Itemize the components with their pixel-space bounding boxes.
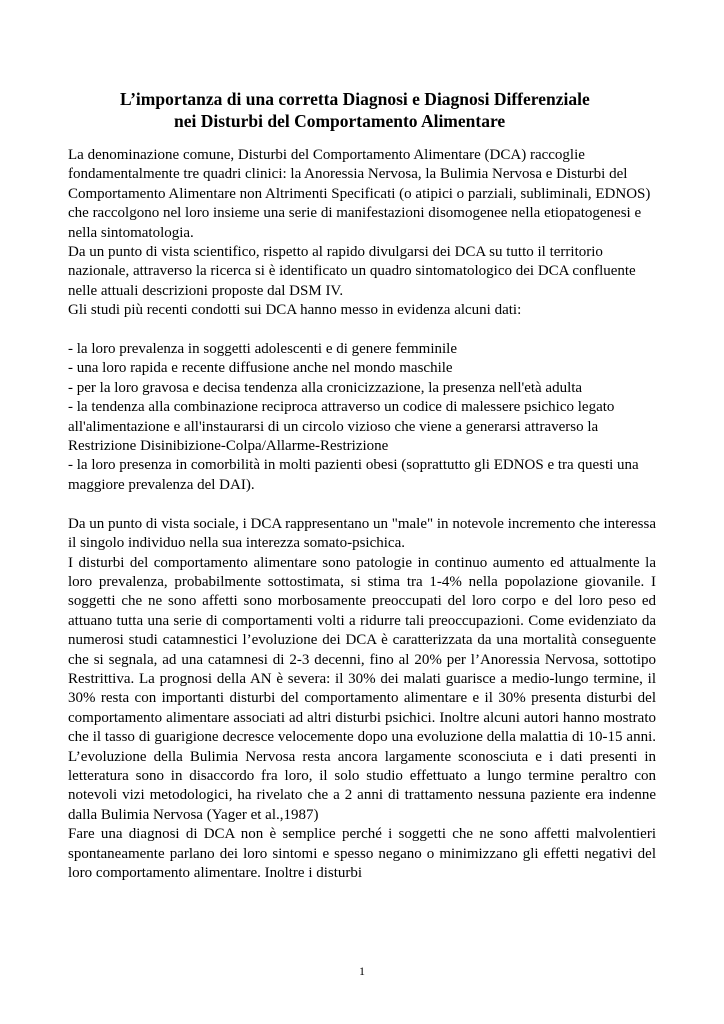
document-title: [0, 88, 724, 132]
list-item: - la loro prevalenza in soggetti adolescenti e di genere femminile: [68, 341, 458, 358]
page-number: 1: [359, 964, 365, 978]
title-line-2: nei Disturbi del Comportamento Alimentare: [174, 111, 506, 131]
document-body: [68, 146, 656, 883]
list-item: - per la loro gravosa e decisa tendenza alla cronicizzazione, la presenza nell'età adulta: [68, 379, 583, 396]
paragraph-gap: [68, 321, 656, 340]
intro-paragraph-3: Gli studi più recenti condotti sui DCA hanno messo in evidenza alcuni dati:: [68, 302, 522, 319]
section2-paragraph-1: Da un punto di vista sociale, i DCA rappresentano un "male" in notevole incremento che interessa il singolo individuo nella sua interezza somato-psichica.: [68, 515, 656, 552]
list-item: - una loro rapida e recente diffusione anche nel mondo maschile: [68, 360, 453, 377]
section2-paragraph-2: I disturbi del comportamento alimentare sono patologie in continuo aumento ed attualmente la loro prevalenza, probabilmente sottostimata, si stima tra 1-4% nella popolazione giovanile. I soggetti che ne sono affetti sono morbosamente preoccupati del loro corpo e del loro peso ed attuano tutta una serie di comportamenti volti a ridurre tali preoccupazioni. Come evidenziato da numerosi studi catamnestici l’evoluzione dei DCA è caratterizzata da una mortalità conseguente che si segnala, ad una catamnesi di 2-3 decenni, fino al 20% per l’Anoressia Nervosa, sottotipo Restrittiva. La prognosi della AN è severa: il 30% dei malati guarisce a medio-lungo termine, il 30% resta con importanti disturbi del comportamento alimentare e il 30% presenta disturbi del comportamento alimentare associati ad altri disturbi psichici. Inoltre alcuni autori hanno mostrato che il tasso di guarigione decresce velocemente dopo una evoluzione della malattia di 10-15 anni. L’evoluzione della Bulimia Nervosa resta ancora largamente sconosciuta e i dati presenti in letteratura sono in disaccordo fra loro, il solo studio effettuato a lungo termine peraltro con notevoli vizi metodologici, ha rivelato che a 2 anni di trattamento nessuna paziente era indenne dalla Bulimia Nervosa (Yager et al.,1987): [68, 554, 656, 823]
section2-paragraph-3: Fare una diagnosi di DCA non è semplice perché i soggetti che ne sono affetti malvolentieri spontaneamente parlano dei loro sintomi e spesso negano o minimizzano gli effetti negativi del loro comportamento alimentare. Inoltre i disturbi: [68, 826, 656, 881]
title-line-1: L’importanza di una corretta Diagnosi e Diagnosi Differenziale: [120, 89, 590, 109]
intro-paragraph-2: Da un punto di vista scientifico, rispetto al rapido divulgarsi dei DCA su tutto il territorio nazionale, attraverso la ricerca si è identificato un quadro sintomatologico dei DCA confluente nelle attuali descrizioni proposte dal DSM IV.: [68, 244, 636, 299]
list-item: - la loro presenza in comorbilità in molti pazienti obesi (soprattutto gli EDNOS e tra questi una maggiore prevalenza del DAI).: [68, 457, 639, 493]
list-item: - la tendenza alla combinazione reciproca attraverso un codice di malessere psichico legato all'alimentazione e all'instaurarsi di un circolo vizioso che viene a generarsi attraverso la Restrizione Disinibizione-Colpa/Allarme-Restrizione: [68, 399, 615, 455]
paragraph-gap: [68, 495, 656, 514]
intro-paragraph-1: La denominazione comune, Disturbi del Comportamento Alimentare (DCA) raccoglie fondamentalmente tre quadri clinici: la Anoressia Nervosa, la Bulimia Nervosa e Disturbi del Comportamento Alimentare non Altrimenti Specificati (o atipici o parziali, subliminali, EDNOS) che raccolgono nel loro insieme una serie di manifestazioni disomogenee nella etiopatogenesi e nella sintomatologia.: [68, 147, 651, 241]
